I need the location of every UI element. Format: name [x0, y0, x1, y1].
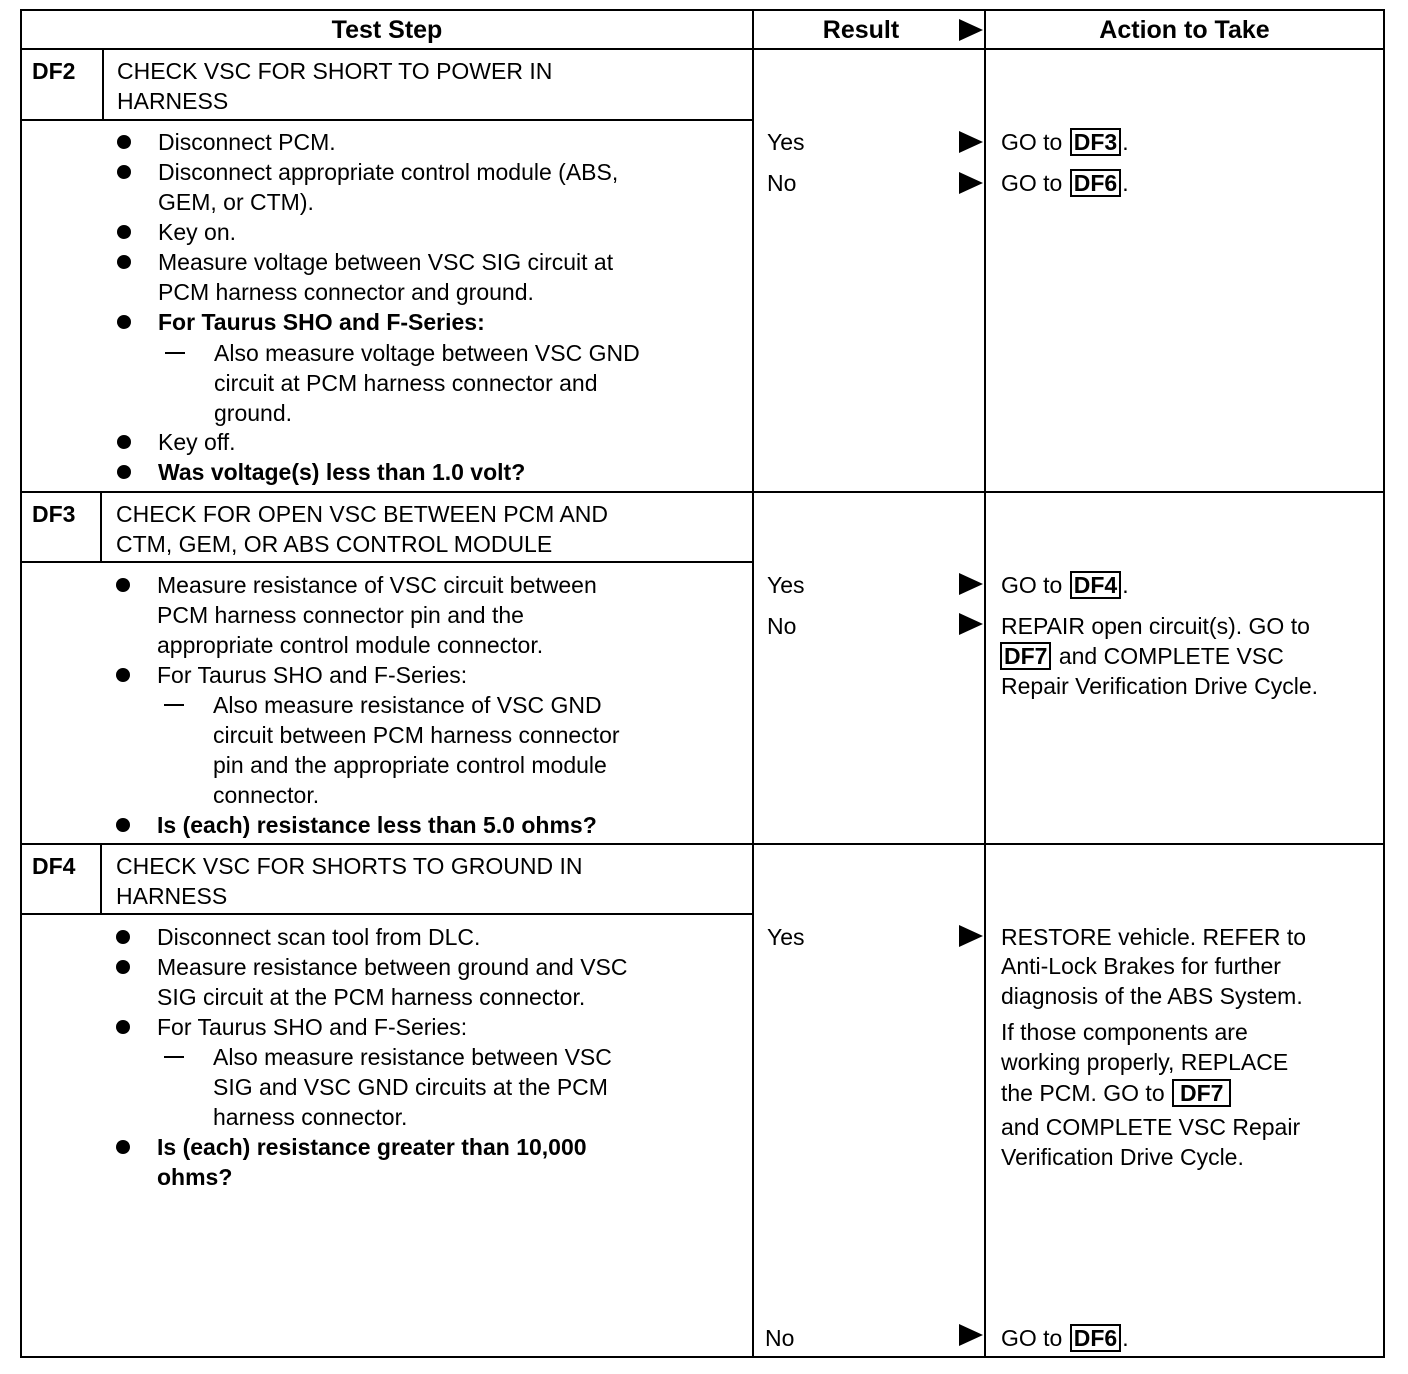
step-title-rule	[20, 913, 754, 915]
step-line: Also measure resistance between VSC	[213, 1044, 612, 1070]
bullet-icon	[117, 255, 131, 269]
action-text: diagnosis of the ABS System.	[1001, 983, 1303, 1009]
bullet-icon	[116, 1140, 130, 1154]
step-reference: DF7	[1172, 1079, 1231, 1107]
header-action: Action to Take	[1099, 16, 1270, 44]
header-arrow-icon	[959, 19, 983, 41]
step-id-divider	[100, 491, 102, 562]
action-text: and COMPLETE VSC Repair	[1001, 1114, 1301, 1140]
step-title-rule	[20, 119, 754, 121]
step-line: Disconnect appropriate control module (ABS,	[158, 159, 619, 185]
action-prefix: GO to	[1001, 129, 1069, 155]
step-line: ground.	[214, 400, 293, 426]
action-suffix: .	[1122, 1325, 1129, 1351]
bullet-icon	[117, 225, 131, 239]
bullet-icon	[117, 465, 131, 479]
step-line: For Taurus SHO and F-Series:	[158, 309, 485, 335]
bullet-icon	[117, 435, 131, 449]
action-prefix: GO to	[1001, 572, 1069, 598]
step-line: pin and the appropriate control module	[213, 752, 607, 778]
result-arrow-icon	[959, 1324, 983, 1346]
result-no: No	[767, 170, 797, 196]
header-result: Result	[822, 16, 900, 44]
step-id: DF2	[32, 58, 76, 84]
step-id: DF3	[32, 501, 76, 527]
step-id: DF4	[32, 853, 76, 879]
action-text	[999, 641, 1284, 671]
step-line: Was voltage(s) less than 1.0 volt?	[158, 459, 526, 485]
row-separator	[20, 491, 1385, 493]
result-yes: Yes	[767, 924, 805, 950]
divider-result	[752, 9, 754, 1358]
step-line: Disconnect scan tool from DLC.	[157, 924, 481, 950]
step-title-line: CHECK FOR OPEN VSC BETWEEN PCM AND	[116, 501, 609, 527]
step-line: Is (each) resistance less than 5.0 ohms?	[157, 812, 597, 838]
step-line: For Taurus SHO and F-Series:	[157, 1014, 468, 1040]
step-line: Is (each) resistance greater than 10,000	[157, 1134, 587, 1160]
action-text: Repair Verification Drive Cycle.	[1001, 673, 1319, 699]
step-reference: DF7	[1000, 642, 1051, 670]
action-suffix: .	[1122, 572, 1129, 598]
step-line: appropriate control module connector.	[157, 632, 544, 658]
step-id-divider	[100, 843, 102, 914]
step-reference: DF3	[1070, 128, 1121, 156]
action-prefix: the PCM. GO to	[1001, 1080, 1171, 1106]
step-title-line: HARNESS	[117, 88, 229, 114]
step-line: Disconnect PCM.	[158, 129, 336, 155]
action-suffix: .	[1122, 170, 1129, 196]
action-suffix: and COMPLETE VSC	[1052, 643, 1284, 669]
border-top	[20, 9, 1385, 11]
action-text: working properly, REPLACE	[1001, 1049, 1289, 1075]
action-text: REPAIR open circuit(s). GO to	[1001, 613, 1310, 639]
bullet-icon	[116, 668, 130, 682]
dash-icon	[165, 352, 185, 354]
result-yes: Yes	[767, 129, 805, 155]
result-arrow-icon	[959, 131, 983, 153]
step-line: Measure resistance of VSC circuit between	[157, 572, 597, 598]
header-test-step: Test Step	[331, 16, 443, 44]
bullet-icon	[116, 930, 130, 944]
bullet-icon	[116, 960, 130, 974]
step-line: For Taurus SHO and F-Series:	[157, 662, 468, 688]
result-arrow-icon	[959, 613, 983, 635]
row-separator	[20, 843, 1385, 845]
step-line: SIG circuit at the PCM harness connector.	[157, 984, 586, 1010]
divider-action	[984, 9, 986, 1358]
step-line: PCM harness connector and ground.	[158, 279, 534, 305]
step-title-rule	[20, 561, 754, 563]
step-line: GEM, or CTM).	[158, 189, 314, 215]
step-title-line: HARNESS	[116, 883, 228, 909]
step-line: Key on.	[158, 219, 236, 245]
border-left	[20, 9, 22, 1358]
step-line: circuit at PCM harness connector and	[214, 370, 598, 396]
bullet-icon	[117, 135, 131, 149]
step-title-line: CHECK VSC FOR SHORT TO POWER IN	[117, 58, 553, 84]
bullet-icon	[116, 578, 130, 592]
action-text	[1001, 570, 1129, 600]
step-id-divider	[102, 48, 104, 120]
step-reference: DF6	[1070, 1324, 1121, 1352]
border-right	[1383, 9, 1385, 1358]
action-text	[1001, 1078, 1232, 1108]
step-line: SIG and VSC GND circuits at the PCM	[213, 1074, 608, 1100]
bullet-icon	[116, 1020, 130, 1034]
result-yes: Yes	[767, 572, 805, 598]
step-line: Key off.	[158, 429, 236, 455]
action-text: RESTORE vehicle. REFER to	[1001, 924, 1307, 950]
step-line: circuit between PCM harness connector	[213, 722, 620, 748]
step-reference: DF6	[1070, 169, 1121, 197]
step-line: Measure voltage between VSC SIG circuit at	[158, 249, 614, 275]
result-no: No	[765, 1325, 795, 1351]
step-line: PCM harness connector pin and the	[157, 602, 524, 628]
step-line: ohms?	[157, 1164, 233, 1190]
action-prefix: GO to	[1001, 1325, 1069, 1351]
step-title-line: CTM, GEM, OR ABS CONTROL MODULE	[116, 531, 553, 557]
action-text	[1001, 168, 1129, 198]
step-line: Measure resistance between ground and VSC	[157, 954, 628, 980]
result-arrow-icon	[959, 925, 983, 947]
step-line: Also measure voltage between VSC GND	[214, 340, 640, 366]
bullet-icon	[117, 315, 131, 329]
step-line: harness connector.	[213, 1104, 408, 1130]
action-prefix: GO to	[1001, 170, 1069, 196]
dash-icon	[164, 704, 184, 706]
step-reference: DF4	[1070, 571, 1121, 599]
action-text: Anti-Lock Brakes for further	[1001, 953, 1281, 979]
dash-icon	[164, 1056, 184, 1058]
step-line: connector.	[213, 782, 320, 808]
action-suffix: .	[1122, 129, 1129, 155]
result-no: No	[767, 613, 797, 639]
step-line: Also measure resistance of VSC GND	[213, 692, 602, 718]
bullet-icon	[117, 165, 131, 179]
header-rule	[20, 48, 1385, 50]
action-text	[1001, 1323, 1129, 1353]
result-arrow-icon	[959, 172, 983, 194]
step-title-line: CHECK VSC FOR SHORTS TO GROUND IN	[116, 853, 583, 879]
bullet-icon	[116, 818, 130, 832]
action-text: Verification Drive Cycle.	[1001, 1144, 1244, 1170]
action-text: If those components are	[1001, 1019, 1248, 1045]
border-bottom	[20, 1356, 1385, 1358]
action-text	[1001, 127, 1129, 157]
result-arrow-icon	[959, 573, 983, 595]
